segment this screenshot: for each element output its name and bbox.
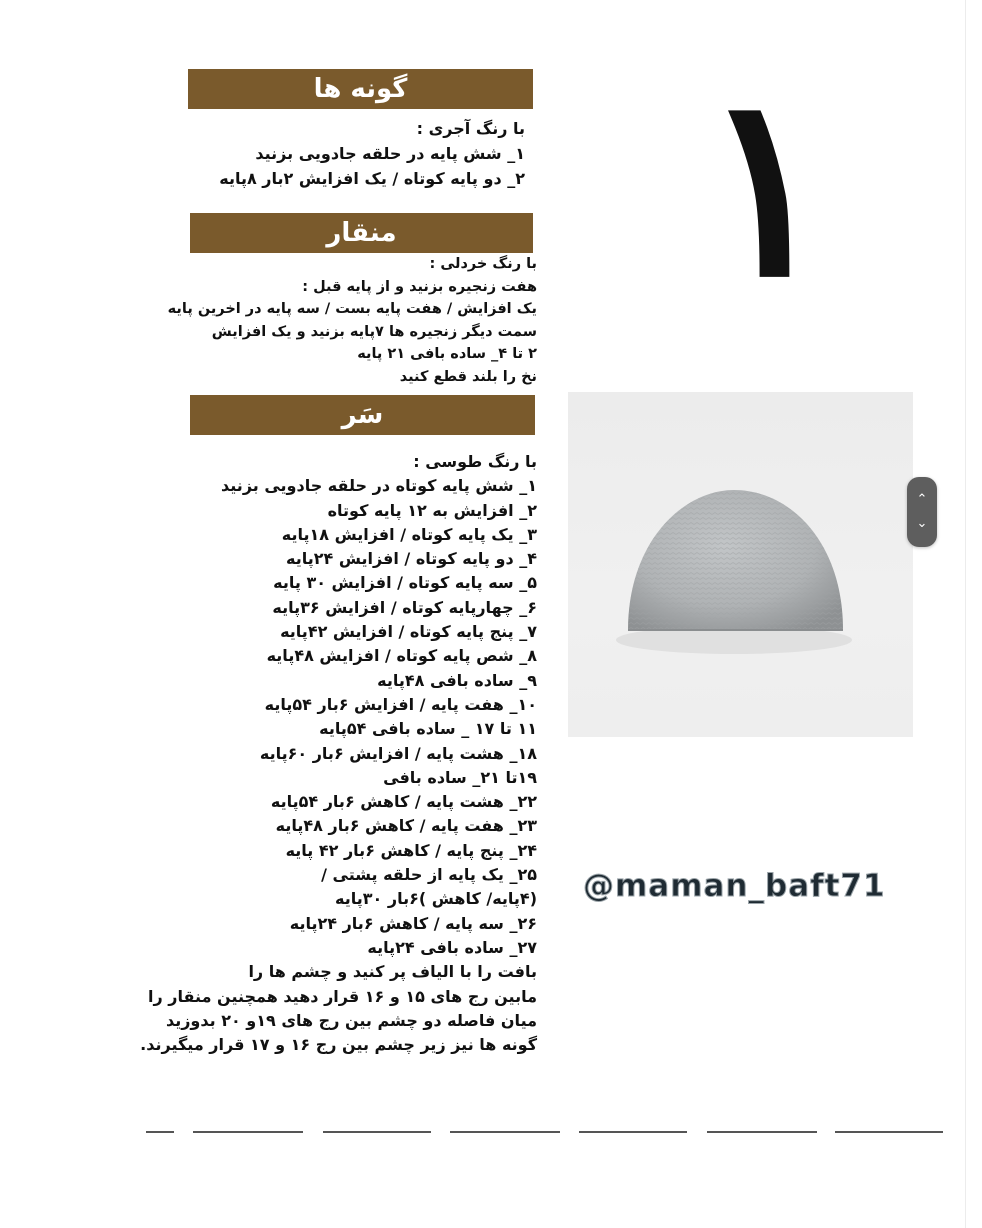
cheeks-instructions bbox=[219, 116, 525, 191]
divider bbox=[146, 1131, 174, 1133]
chevron-down-icon[interactable]: ⌄ bbox=[916, 516, 928, 531]
instruction-line: ۳_ یک پایه کوتاه / افزایش ۱۸پایه bbox=[281, 524, 537, 544]
instruction-line: ۹_ ساده بافی ۴۸پایه bbox=[377, 670, 537, 690]
instruction-line: ۲۲_ هشت پایه / کاهش ۶بار ۵۴پایه bbox=[270, 792, 537, 812]
section-title-head: سَر bbox=[190, 395, 535, 435]
divider bbox=[707, 1131, 817, 1133]
instruction-line: ۵_ سه پایه کوتاه / افزایش ۳۰ پایه bbox=[273, 573, 537, 593]
instruction-line: یک افزایش / هفت پایه بست / سه پایه در اخرین پایه bbox=[167, 301, 537, 317]
instruction-line: گونه ها نیز زیر چشم بین رج ۱۶ و ۱۷ قرار میگیرند. bbox=[140, 1035, 537, 1055]
instruction-line: با رنگ طوسی : bbox=[413, 452, 537, 471]
instruction-line: ۷_ پنج پایه کوتاه / افزایش ۴۲پایه bbox=[280, 622, 537, 642]
instruction-line: ۲۳_ هفت پایه / کاهش ۶بار ۴۸پایه bbox=[275, 816, 537, 836]
instruction-line: ۲۴_ پنج پایه / کاهش ۶بار ۴۲ پایه bbox=[285, 840, 537, 860]
chevron-up-icon[interactable]: ⌃ bbox=[916, 492, 928, 507]
instruction-line: با رنگ خردلی : bbox=[429, 256, 537, 272]
instruction-line: ۲۶_ سه پایه / کاهش ۶بار ۲۴پایه bbox=[289, 913, 537, 933]
instruction-line: میان فاصله دو چشم بین رج های ۱۹و ۲۰ بدوزید bbox=[165, 1010, 537, 1030]
instruction-line: ۲_ دو پایه کوتاه / یک افزایش ۲بار ۸پایه bbox=[219, 169, 525, 188]
instruction-line: (۴پایه/ کاهش )۶بار ۳۰پایه bbox=[335, 889, 537, 909]
instruction-line: ۱۸_ هشت پایه / افزایش ۶بار ۶۰پایه bbox=[259, 743, 537, 763]
instruction-line: ۲۵_ یک پایه از حلقه پشتی / bbox=[321, 865, 537, 885]
instruction-line: سمت دیگر زنجیره ها ۷پایه بزنید و یک افزایش bbox=[211, 323, 537, 340]
crochet-dome-image bbox=[568, 392, 913, 737]
instruction-line: مابین رج های ۱۵ و ۱۶ قرار دهید همچنین منقار را bbox=[148, 986, 537, 1006]
instruction-line: ۱۹تا ۲۱_ ساده بافی bbox=[383, 767, 537, 787]
divider bbox=[323, 1131, 431, 1133]
section-title-beak: منقار bbox=[190, 213, 533, 253]
instruction-line: نخ را بلند قطع کنید bbox=[399, 368, 537, 385]
page-number: ۱ bbox=[700, 38, 835, 332]
instruction-line: بافت را با الیاف پر کنید و چشم ها را bbox=[248, 962, 537, 982]
section-title-cheeks: گونه ها bbox=[188, 69, 533, 109]
instruction-line: ۱۰_ هفت پایه / افزایش ۶بار ۵۴پایه bbox=[264, 694, 537, 714]
product-photo bbox=[568, 392, 913, 737]
divider bbox=[193, 1131, 303, 1133]
instruction-line: ۴_ دو پایه کوتاه / افزایش ۲۴پایه bbox=[286, 549, 537, 569]
instruction-line: ۶_ چهارپایه کوتاه / افزایش ۳۶پایه bbox=[272, 597, 537, 617]
beak-instructions bbox=[168, 253, 537, 388]
instruction-line: ۸_ شص پایه کوتاه / افزایش ۴۸پایه bbox=[266, 646, 537, 666]
watermark-handle: @maman_baft71 bbox=[583, 868, 886, 904]
divider bbox=[450, 1131, 560, 1133]
divider bbox=[835, 1131, 943, 1133]
instruction-line: ۱۱ تا ۱۷ _ ساده بافی ۵۴پایه bbox=[319, 719, 537, 739]
instruction-line: ۱_ شش پایه در حلقه جادویی بزنید bbox=[255, 144, 525, 163]
instruction-line: ۲_ افزایش به ۱۲ پایه کوتاه bbox=[327, 500, 537, 520]
head-instructions bbox=[140, 450, 537, 1057]
instruction-line: ۲۷_ ساده بافی ۲۴پایه bbox=[367, 937, 537, 957]
instruction-line: با رنگ آجری : bbox=[416, 119, 525, 138]
instruction-line: ۲ تا ۴_ ساده بافی ۲۱ پایه bbox=[357, 346, 537, 362]
divider bbox=[579, 1131, 687, 1133]
instruction-line: ۱_ شش پایه کوتاه در حلقه جادویی بزنید bbox=[221, 476, 537, 496]
instruction-line: هفت زنجیره بزنید و از پایه قبل : bbox=[302, 278, 537, 295]
scroll-control[interactable] bbox=[907, 477, 937, 547]
